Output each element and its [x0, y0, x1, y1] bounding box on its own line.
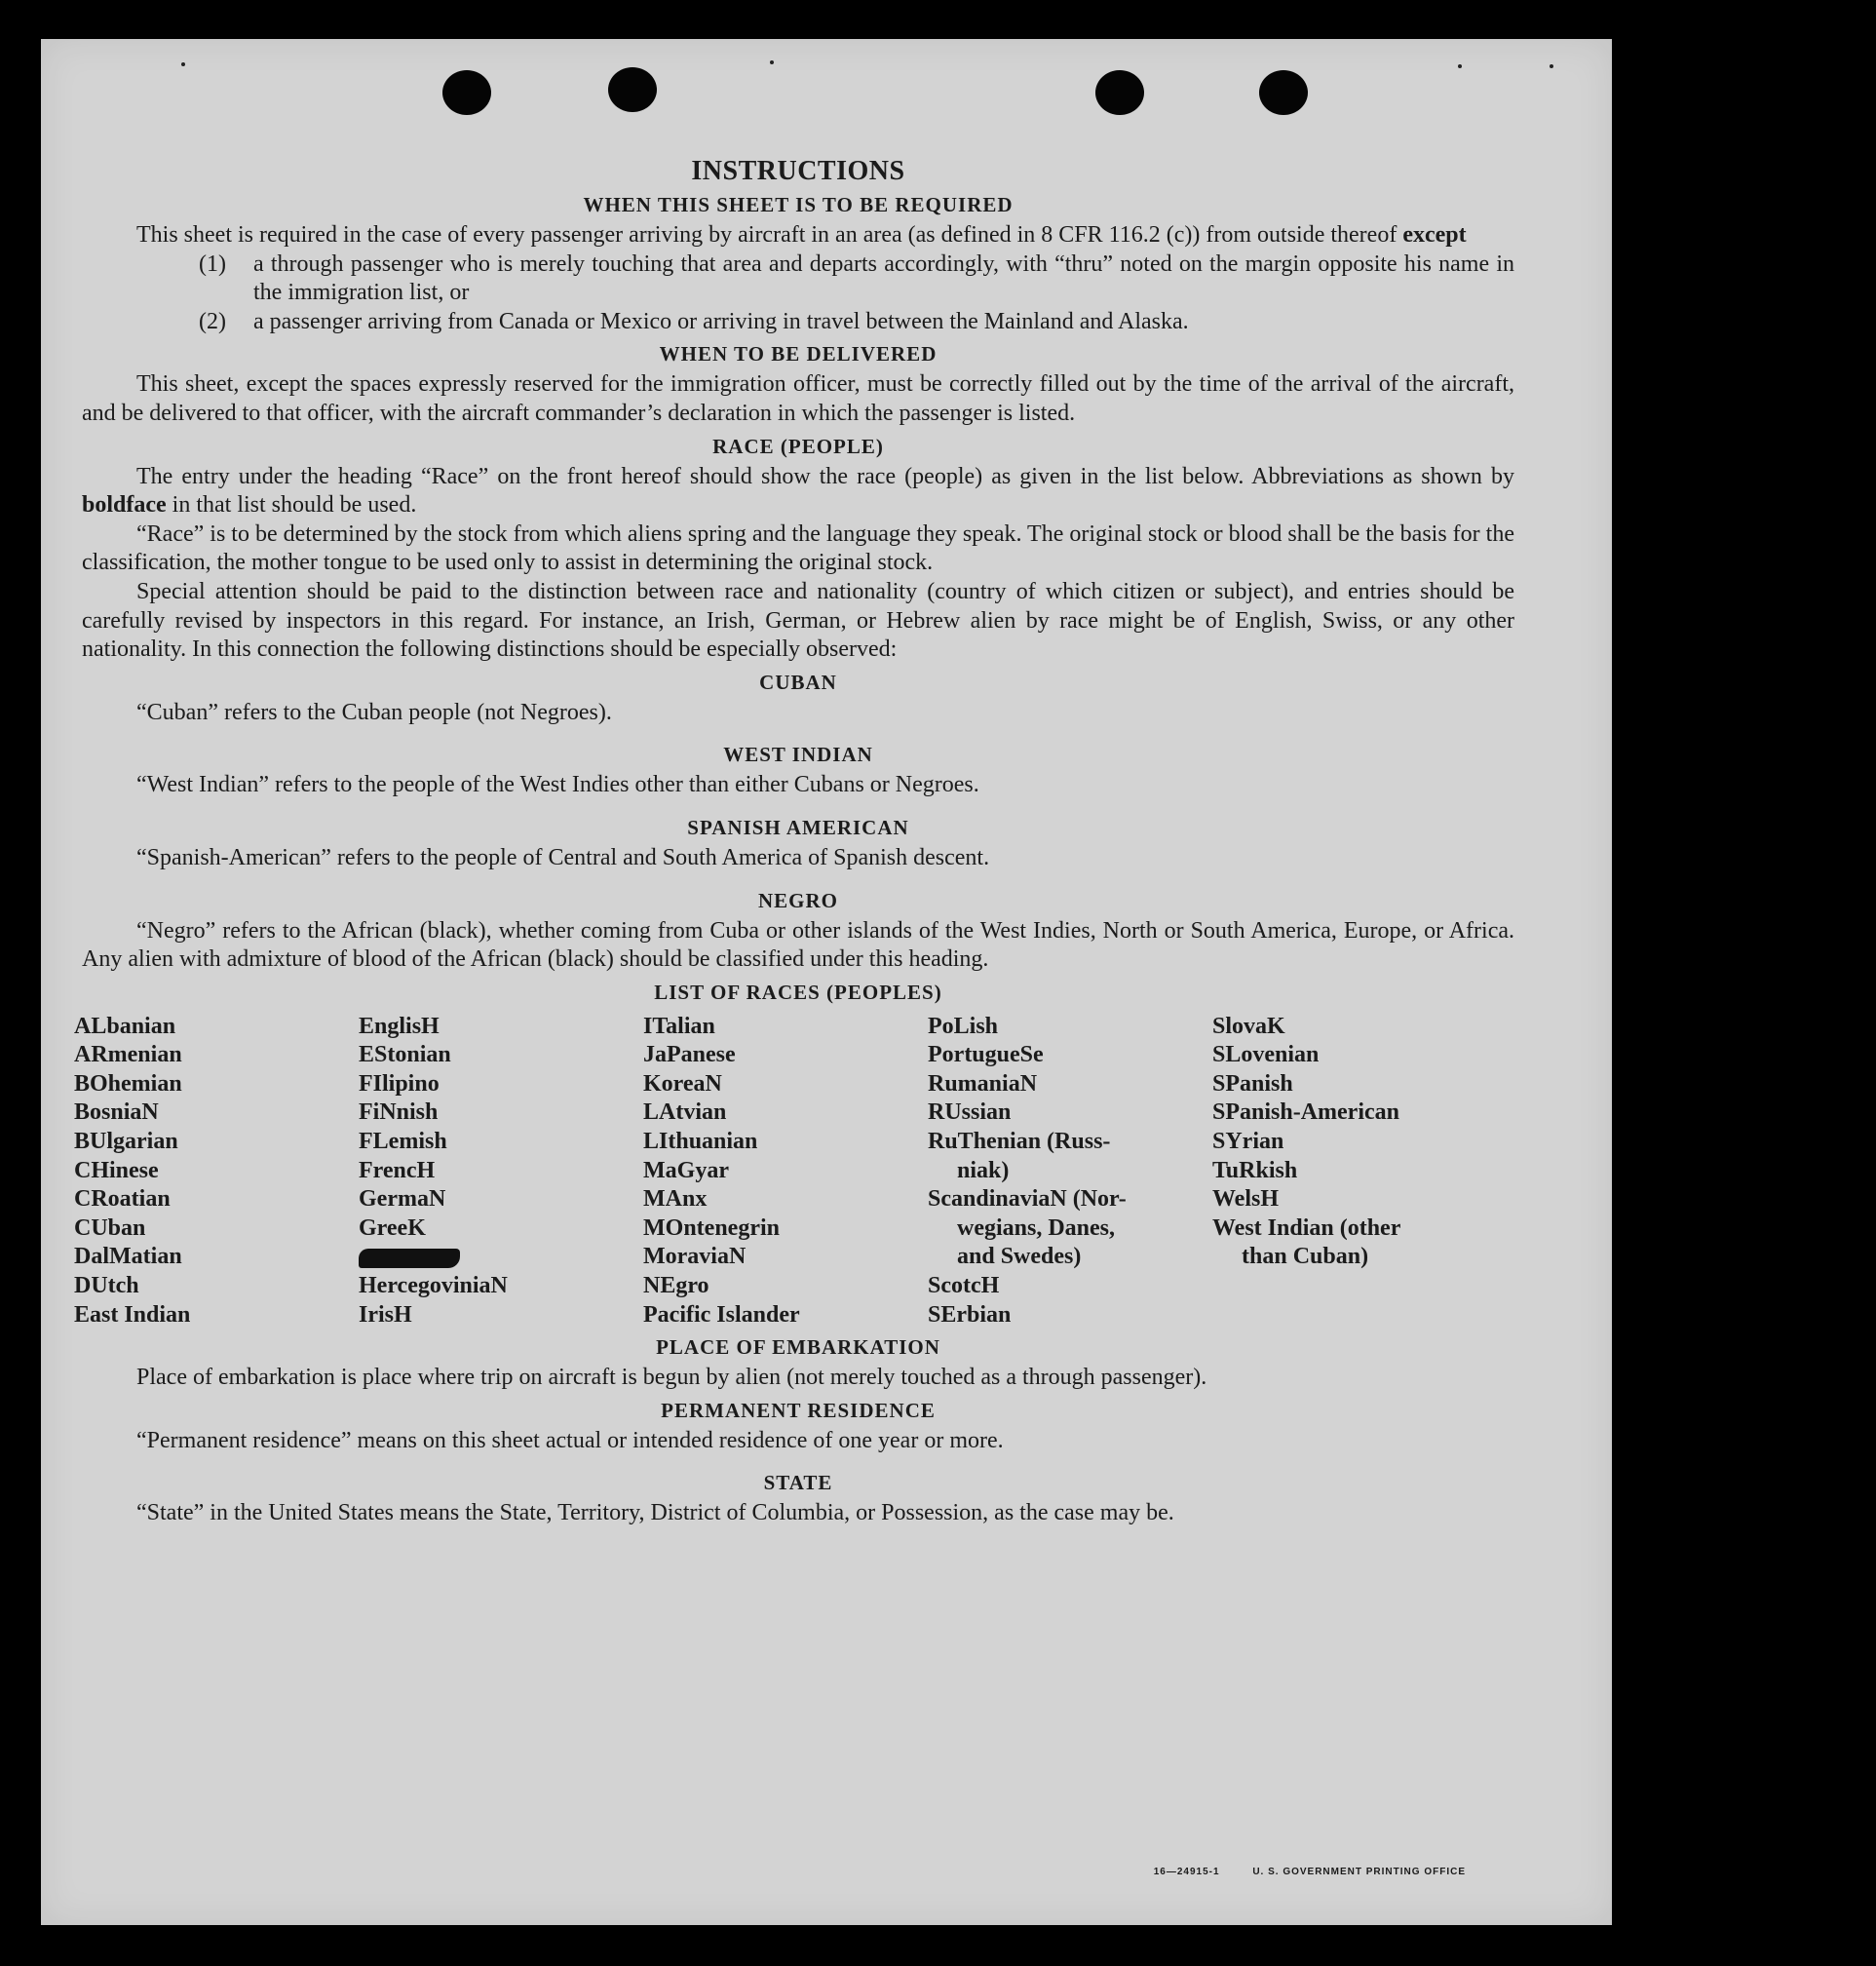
- race-entry: BOhemian: [74, 1070, 182, 1097]
- list-item: (1) a through passenger who is merely touching that area and departs accordingly, with “thru” noted on the margin opposite his name in the immigration list, or: [199, 251, 1514, 306]
- section-heading: CUBAN: [759, 670, 837, 694]
- paragraph: “Permanent residence” means on this sheet actual or intended residence of one year or more.: [136, 1427, 1004, 1453]
- race-entry: GreeK: [359, 1214, 426, 1241]
- paragraph: “West Indian” refers to the people of the West Indies other than either Cubans or Negroes.: [136, 772, 979, 798]
- race-entry: IrisH: [359, 1301, 412, 1328]
- section-heading: SPANISH AMERICAN: [687, 815, 909, 839]
- instructions-body: [74, 156, 1514, 1528]
- section-heading: WHEN THIS SHEET IS TO BE REQUIRED: [583, 193, 1014, 216]
- race-entry: JaPanese: [643, 1042, 736, 1068]
- race-entry: MAnx: [643, 1186, 708, 1213]
- race-entry: DUtch: [74, 1273, 139, 1299]
- race-column: [74, 1013, 359, 1330]
- paper-speck: [1550, 64, 1553, 68]
- redaction-mark: [359, 1249, 460, 1268]
- race-column: [1212, 1013, 1507, 1330]
- race-entry: RuThenian (Russ-: [928, 1129, 1111, 1155]
- race-entry: SlovaK: [1212, 1013, 1285, 1039]
- printer-name: U. S. GOVERNMENT PRINTING OFFICE: [1252, 1867, 1466, 1877]
- race-entry: ALbanian: [74, 1013, 176, 1039]
- race-entry: FrencH: [359, 1157, 436, 1183]
- race-entry: FLemish: [359, 1129, 447, 1155]
- race-entry: EStonian: [359, 1042, 451, 1068]
- punch-hole: [1095, 70, 1144, 115]
- paper-speck: [770, 60, 774, 64]
- race-entry: West Indian (other: [1212, 1214, 1401, 1241]
- paragraph: “Negro” refers to the African (black), whether coming from Cuba or other islands of the West Indies, North or South America, Europe, or Africa. Any alien with admixture of blood of the African (black) should be classified under this heading.: [82, 917, 1514, 973]
- race-entry: HercegoviniaN: [359, 1273, 508, 1299]
- section-heading: PERMANENT RESIDENCE: [661, 1398, 936, 1422]
- section-heading: WEST INDIAN: [723, 743, 873, 767]
- race-entry: DalMatian: [74, 1244, 182, 1270]
- race-entry-continued: and Swedes): [957, 1244, 1082, 1270]
- race-entry: CHinese: [74, 1157, 159, 1183]
- section-heading: WHEN TO BE DELIVERED: [659, 342, 938, 366]
- race-entry: WelsH: [1212, 1186, 1280, 1213]
- paragraph: “Cuban” refers to the Cuban people (not Negroes).: [136, 699, 612, 725]
- section-heading: LIST OF RACES (PEOPLES): [654, 980, 942, 1004]
- race-entry: LAtvian: [643, 1099, 727, 1126]
- race-entry: ScandinaviaN (Nor-: [928, 1186, 1127, 1213]
- race-entry: NEgro: [643, 1273, 709, 1299]
- list-item: (2) a passenger arriving from Canada or Mexico or arriving in travel between the Mainland and Alaska.: [199, 308, 1189, 334]
- section-heading: STATE: [763, 1471, 833, 1495]
- race-entry: SPanish-American: [1212, 1099, 1399, 1126]
- race-column: [643, 1013, 928, 1330]
- race-entry: PortugueSe: [928, 1042, 1044, 1068]
- redacted-entry: [359, 1243, 643, 1272]
- race-entry: Pacific Islander: [643, 1301, 800, 1328]
- punch-hole: [442, 70, 491, 115]
- race-entry: East Indian: [74, 1301, 191, 1328]
- race-entry: ScotcH: [928, 1273, 1000, 1299]
- paragraph: This sheet, except the spaces expressly reserved for the immigration officer, must be correctly filled out by the time of the arrival of the aircraft, and be delivered to that officer, with the aircraft commander’s declaration in which the passenger is listed.: [82, 371, 1514, 426]
- race-entry: EnglisH: [359, 1013, 440, 1039]
- race-entry: ARmenian: [74, 1042, 182, 1068]
- race-entry: TuRkish: [1212, 1157, 1298, 1183]
- printer-imprint: [1125, 1867, 1466, 1877]
- race-list: [74, 1013, 1514, 1330]
- page-title: INSTRUCTIONS: [691, 156, 905, 186]
- document-page: [41, 39, 1612, 1925]
- paragraph: Place of embarkation is place where trip on aircraft is begun by alien (not merely touched as a through passenger).: [136, 1365, 1207, 1391]
- race-entry: PoLish: [928, 1013, 999, 1039]
- form-number: 16—24915-1: [1153, 1867, 1220, 1877]
- paragraph: “Race” is to be determined by the stock from which aliens spring and the language they speak. The original stock or blood shall be the basis for the classification, the mother tongue to be used only to assist in determining the original stock.: [82, 520, 1514, 576]
- race-entry: RumaniaN: [928, 1070, 1038, 1097]
- race-entry: SYrian: [1212, 1129, 1284, 1155]
- punch-hole: [1259, 70, 1308, 115]
- race-entry: MaGyar: [643, 1157, 729, 1183]
- paragraph: Special attention should be paid to the distinction between race and nationality (country of which citizen or subject), and entries should be carefully revised by inspectors in this regard. For instance, an Irish, German, or Hebrew alien by race might be of English, Swiss, or any other nationality. In this connection the following distinctions should be especially observed:: [82, 578, 1514, 663]
- race-entry: CRoatian: [74, 1186, 171, 1213]
- race-entry-continued: wegians, Danes,: [957, 1214, 1116, 1241]
- race-entry: FIlipino: [359, 1070, 440, 1097]
- section-heading: PLACE OF EMBARKATION: [656, 1335, 940, 1360]
- paper-speck: [1458, 64, 1462, 68]
- paper-speck: [181, 62, 185, 66]
- race-entry: GermaN: [359, 1186, 446, 1213]
- race-entry: LIthuanian: [643, 1129, 758, 1155]
- race-entry: SLovenian: [1212, 1042, 1320, 1068]
- race-column: [928, 1013, 1212, 1330]
- race-entry: MoraviaN: [643, 1244, 747, 1270]
- section-heading: NEGRO: [757, 888, 838, 912]
- race-entry: ITalian: [643, 1013, 715, 1039]
- race-entry: BUlgarian: [74, 1129, 178, 1155]
- race-column: [359, 1013, 643, 1330]
- section-heading: RACE (PEOPLE): [712, 434, 884, 458]
- punch-hole: [608, 67, 657, 112]
- race-entry-continued: than Cuban): [1242, 1244, 1369, 1270]
- race-entry: SPanish: [1212, 1070, 1293, 1097]
- race-entry: RUssian: [928, 1099, 1012, 1126]
- paragraph: This sheet is required in the case of every passenger arriving by aircraft in an area (as defined in 8 CFR 116.2 (c)) from outside thereof except: [136, 222, 1467, 248]
- paragraph: “State” in the United States means the State, Territory, District of Columbia, or Possession, as the case may be.: [136, 1500, 1174, 1526]
- paragraph: The entry under the heading “Race” on the front hereof should show the race (people) as given in the list below. Abbreviations as shown by boldface in that list should be used.: [82, 463, 1514, 519]
- race-entry: FiNnish: [359, 1099, 439, 1126]
- paragraph: “Spanish-American” refers to the people of Central and South America of Spanish descent.: [136, 844, 990, 870]
- race-entry: KoreaN: [643, 1070, 722, 1097]
- race-entry: BosniaN: [74, 1099, 159, 1126]
- race-entry: MOntenegrin: [643, 1214, 780, 1241]
- race-entry-continued: niak): [957, 1157, 1010, 1183]
- race-entry: CUban: [74, 1214, 146, 1241]
- race-entry: SErbian: [928, 1301, 1012, 1328]
